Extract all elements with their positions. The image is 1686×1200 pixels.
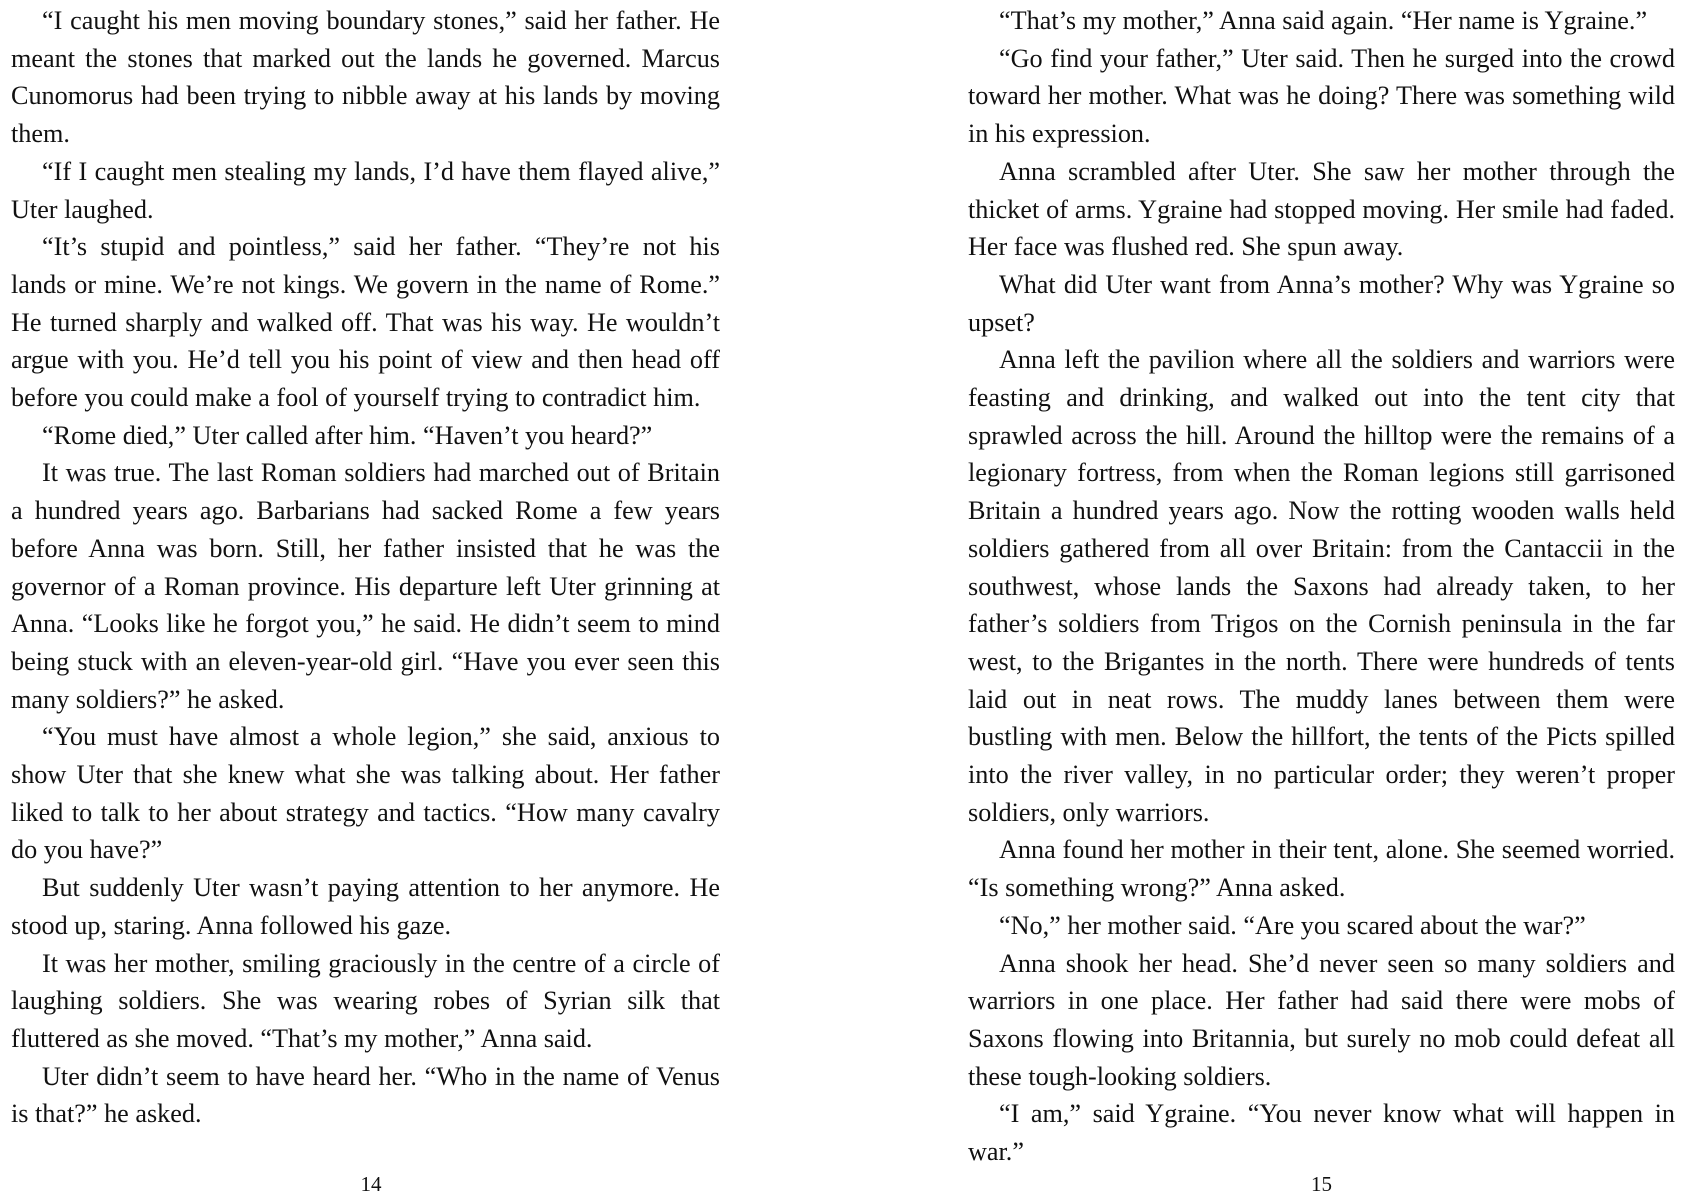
page-number: 15 <box>1311 1172 1332 1196</box>
paragraph: But suddenly Uter wasn’t paying attention to her anymore. He stood up, staring. Anna followed his gaze. <box>11 873 720 940</box>
left-page-text <box>11 2 720 1133</box>
paragraph: Anna left the pavilion where all the soldiers and warriors were feasting and drinking, and walked out into the tent city that sprawled across the hill. Around the hilltop were the remains of a legionary fortress, from when the Roman legions still garrisoned Britain a hundred years ago. Now the rotting wooden walls held soldiers gathered from all over Britain: from the Cantaccii in the southwest, whose lands the Saxons had already taken, to her father’s soldiers from Trigos on the Cornish peninsula in the far west, to the Brigantes in the north. There were hundreds of tents laid out in neat rows. The muddy lanes between them were bustling with men. Below the hillfort, the tents of the Picts spilled into the river valley, in no particular order; they weren’t proper soldiers, only warriors. <box>968 345 1675 827</box>
paragraph: “I caught his men moving boundary stones,” said her father. He meant the stones that marked out the lands he governed. Marcus Cunomorus had been trying to nibble away at his lands by moving them. <box>11 6 720 149</box>
paragraph: “Go find your father,” Uter said. Then he surged into the crowd toward her mother. What was he doing? There was something wild in his expression. <box>968 43 1675 149</box>
right-page-text <box>968 2 1675 1171</box>
paragraph: “Rome died,” Uter called after him. “Haven’t you heard?” <box>42 420 653 450</box>
paragraph: “No,” her mother said. “Are you scared about the war?” <box>999 910 1586 940</box>
left-page <box>11 0 720 1200</box>
page-number: 14 <box>360 1172 382 1196</box>
paragraph: Anna scrambled after Uter. She saw her mother through the thicket of arms. Ygraine had stopped moving. Her smile had faded. Her face was flushed red. She spun away. <box>968 156 1675 262</box>
paragraph: Anna found her mother in their tent, alone. She seemed worried. “Is something wrong?” Anna asked. <box>968 835 1675 903</box>
paragraph: It was true. The last Roman soldiers had marched out of Britain a hundred years ago. Barbarians had sacked Rome a few years before Anna was born. Still, her father insisted that he was the governor of a Roman province. His departure left Uter grinning at Anna. “Looks like he forgot you,” he said. He didn’t seem to mind being stuck with an eleven-year-old girl. “Have you ever seen this many soldiers?” he asked. <box>11 458 720 714</box>
paragraph: “It’s stupid and pointless,” said her father. “They’re not his lands or mine. We’re not kings. We govern in the name of Rome.” He turned sharply and walked off. That was his way. He wouldn’t argue with you. He’d tell you his point of view and then head off before you could make a fool of yourself trying to contradict him. <box>11 232 720 413</box>
paragraph: It was her mother, smiling graciously in the centre of a circle of laughing soldiers. She was wearing robes of Syrian silk that fluttered as she moved. “That’s my mother,” Anna said. <box>11 948 720 1053</box>
paragraph: “If I caught men stealing my lands, I’d have them flayed alive,” Uter laughed. <box>11 156 720 224</box>
paragraph: “That’s my mother,” Anna said again. “Her name is Ygraine.” <box>999 6 1648 35</box>
paragraph: Uter didn’t seem to have heard her. “Who in the name of Venus is that?” he asked. <box>11 1061 720 1129</box>
right-page <box>968 0 1675 1200</box>
paragraph: What did Uter want from Anna’s mother? Why was Ygraine so upset? <box>968 269 1675 337</box>
paragraph: “I am,” said Ygraine. “You never know what will happen in war.” <box>968 1099 1675 1167</box>
paragraph: Anna shook her head. She’d never seen so many soldiers and warriors in one place. Her father had said there were mobs of Saxons flowing into Britannia, but surely no mob could defeat all these tough-looking soldiers. <box>968 948 1675 1091</box>
paragraph: “You must have almost a whole legion,” she said, anxious to show Uter that she knew what she was talking about. Her father liked to talk to her about strategy and tactics. “How many cavalry do you have?” <box>11 722 720 865</box>
